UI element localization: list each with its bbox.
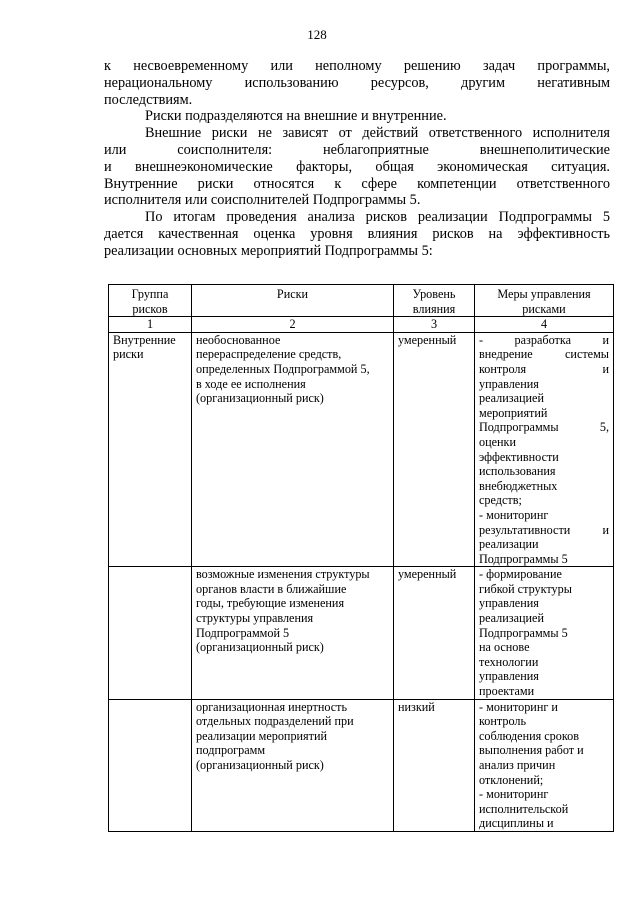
page-number: 128 xyxy=(307,27,327,42)
header-risks: Риски xyxy=(192,285,394,317)
measure-line: оценки xyxy=(479,434,516,449)
measure-line: - мониторинг и xyxy=(479,699,558,714)
column-number: 3 xyxy=(394,317,475,333)
measure-line: контроль xyxy=(479,714,527,729)
measure-line: отклонений; xyxy=(479,772,544,787)
measure-line: - мониторинг xyxy=(479,507,549,522)
table-row xyxy=(109,567,614,699)
risk-description-cell: возможные изменения структуры органов власти в ближайшие годы, требующие изменения структуры управления Подпрограммой 5 (организационный риск) xyxy=(192,567,394,699)
measure-line: управления xyxy=(479,669,539,684)
paragraph-line: нерациональному использованию ресурсов, другим негативным xyxy=(104,74,610,91)
risk-description-cell: необоснованное перераспределение средств, определенных Подпрограммой 5, в ходе ее исполнения (организационный риск) xyxy=(192,332,394,567)
paragraph-line: исполнителя или соисполнителей Подпрограммы 5. xyxy=(104,192,421,209)
impact-level-cell: низкий xyxy=(394,699,475,831)
paragraph-line: Риски подразделяются на внешние и внутренние. xyxy=(145,108,447,125)
measure-line: - формирование xyxy=(479,567,562,582)
measure-line: - мониторинг xyxy=(479,787,549,802)
column-number: 2 xyxy=(192,317,394,333)
measure-line: реализацией xyxy=(479,611,544,626)
column-number: 4 xyxy=(475,317,614,333)
table-header-row xyxy=(109,285,614,317)
paragraph-line: или соисполнителя: неблагоприятные внешнеполитические xyxy=(104,141,610,158)
paragraph-line: дается качественная оценка уровня влияния рисков на эффективность xyxy=(104,225,610,242)
risk-table xyxy=(108,284,614,832)
measure-line: анализ причин xyxy=(479,758,556,772)
measures-cell xyxy=(475,567,614,699)
risk-group-cell xyxy=(109,699,192,831)
header-risk-measures: Меры управления рисками xyxy=(475,285,614,317)
measure-line: эффективности xyxy=(479,449,559,464)
impact-level-cell: умеренный xyxy=(394,567,475,699)
measure-line: Подпрограммы 5 xyxy=(479,551,568,566)
risk-description-cell: организационная инертность отдельных подразделений при реализации мероприятий подпрограмм (организационный риск) xyxy=(192,699,394,831)
measure-line: дисциплины и xyxy=(479,816,554,831)
impact-level-cell: умеренный xyxy=(394,332,475,567)
measure-line: реализацией xyxy=(479,391,544,406)
measure-line: технологии xyxy=(479,654,539,669)
table-row xyxy=(109,332,614,567)
measure-line: выполнения работ и xyxy=(479,743,584,758)
measure-line: средств; xyxy=(479,493,522,508)
column-number-row xyxy=(109,317,614,333)
measure-line: использования xyxy=(479,464,556,479)
measure-line: Подпрограммы 5 xyxy=(479,625,568,640)
risk-group-cell: Внутренние риски xyxy=(109,332,192,567)
risk-group-cell xyxy=(109,567,192,699)
paragraph-line: Внутренние риски относятся к сфере компетенции ответственного xyxy=(104,175,610,192)
measures-cell xyxy=(475,332,614,567)
measure-line: реализации xyxy=(479,537,539,552)
measure-line: проектами xyxy=(479,684,535,699)
measure-line: мероприятий xyxy=(479,405,548,420)
measure-line: управления xyxy=(479,596,539,611)
paragraph-line: к несвоевременному или неполному решению задач программы, xyxy=(104,58,610,74)
measure-line: Подпрограммы 5, xyxy=(479,420,609,435)
measure-line: внебюджетных xyxy=(479,478,558,493)
paragraph-line: и внешнеэкономические факторы, общая экономическая ситуация. xyxy=(104,158,610,175)
paragraph-line: Внешние риски не зависят от действий ответственного исполнителя xyxy=(145,125,610,142)
paragraph-line: последствиям. xyxy=(104,91,193,108)
measure-line: контроля и xyxy=(479,361,609,376)
measure-line: управления xyxy=(479,376,539,391)
measures-cell xyxy=(475,699,614,831)
paragraph-line: реализации основных мероприятий Подпрограммы 5: xyxy=(104,242,433,259)
column-number: 1 xyxy=(109,317,192,333)
paragraph-line: По итогам проведения анализа рисков реализации Подпрограммы 5 xyxy=(145,209,610,226)
measure-line: соблюдения сроков xyxy=(479,728,580,743)
header-impact-level: Уровень влияния xyxy=(394,285,475,317)
measure-line: на основе xyxy=(479,640,530,655)
table-row xyxy=(109,699,614,831)
measure-line: результативности и xyxy=(479,522,609,537)
measure-line: внедрение системы xyxy=(479,347,609,362)
measure-line: - разработка и xyxy=(479,332,609,347)
measure-line: гибкой структуры xyxy=(479,581,572,596)
header-risk-group: Группа рисков xyxy=(109,285,192,317)
measure-line: исполнительской xyxy=(479,801,569,816)
body-text xyxy=(104,58,610,260)
